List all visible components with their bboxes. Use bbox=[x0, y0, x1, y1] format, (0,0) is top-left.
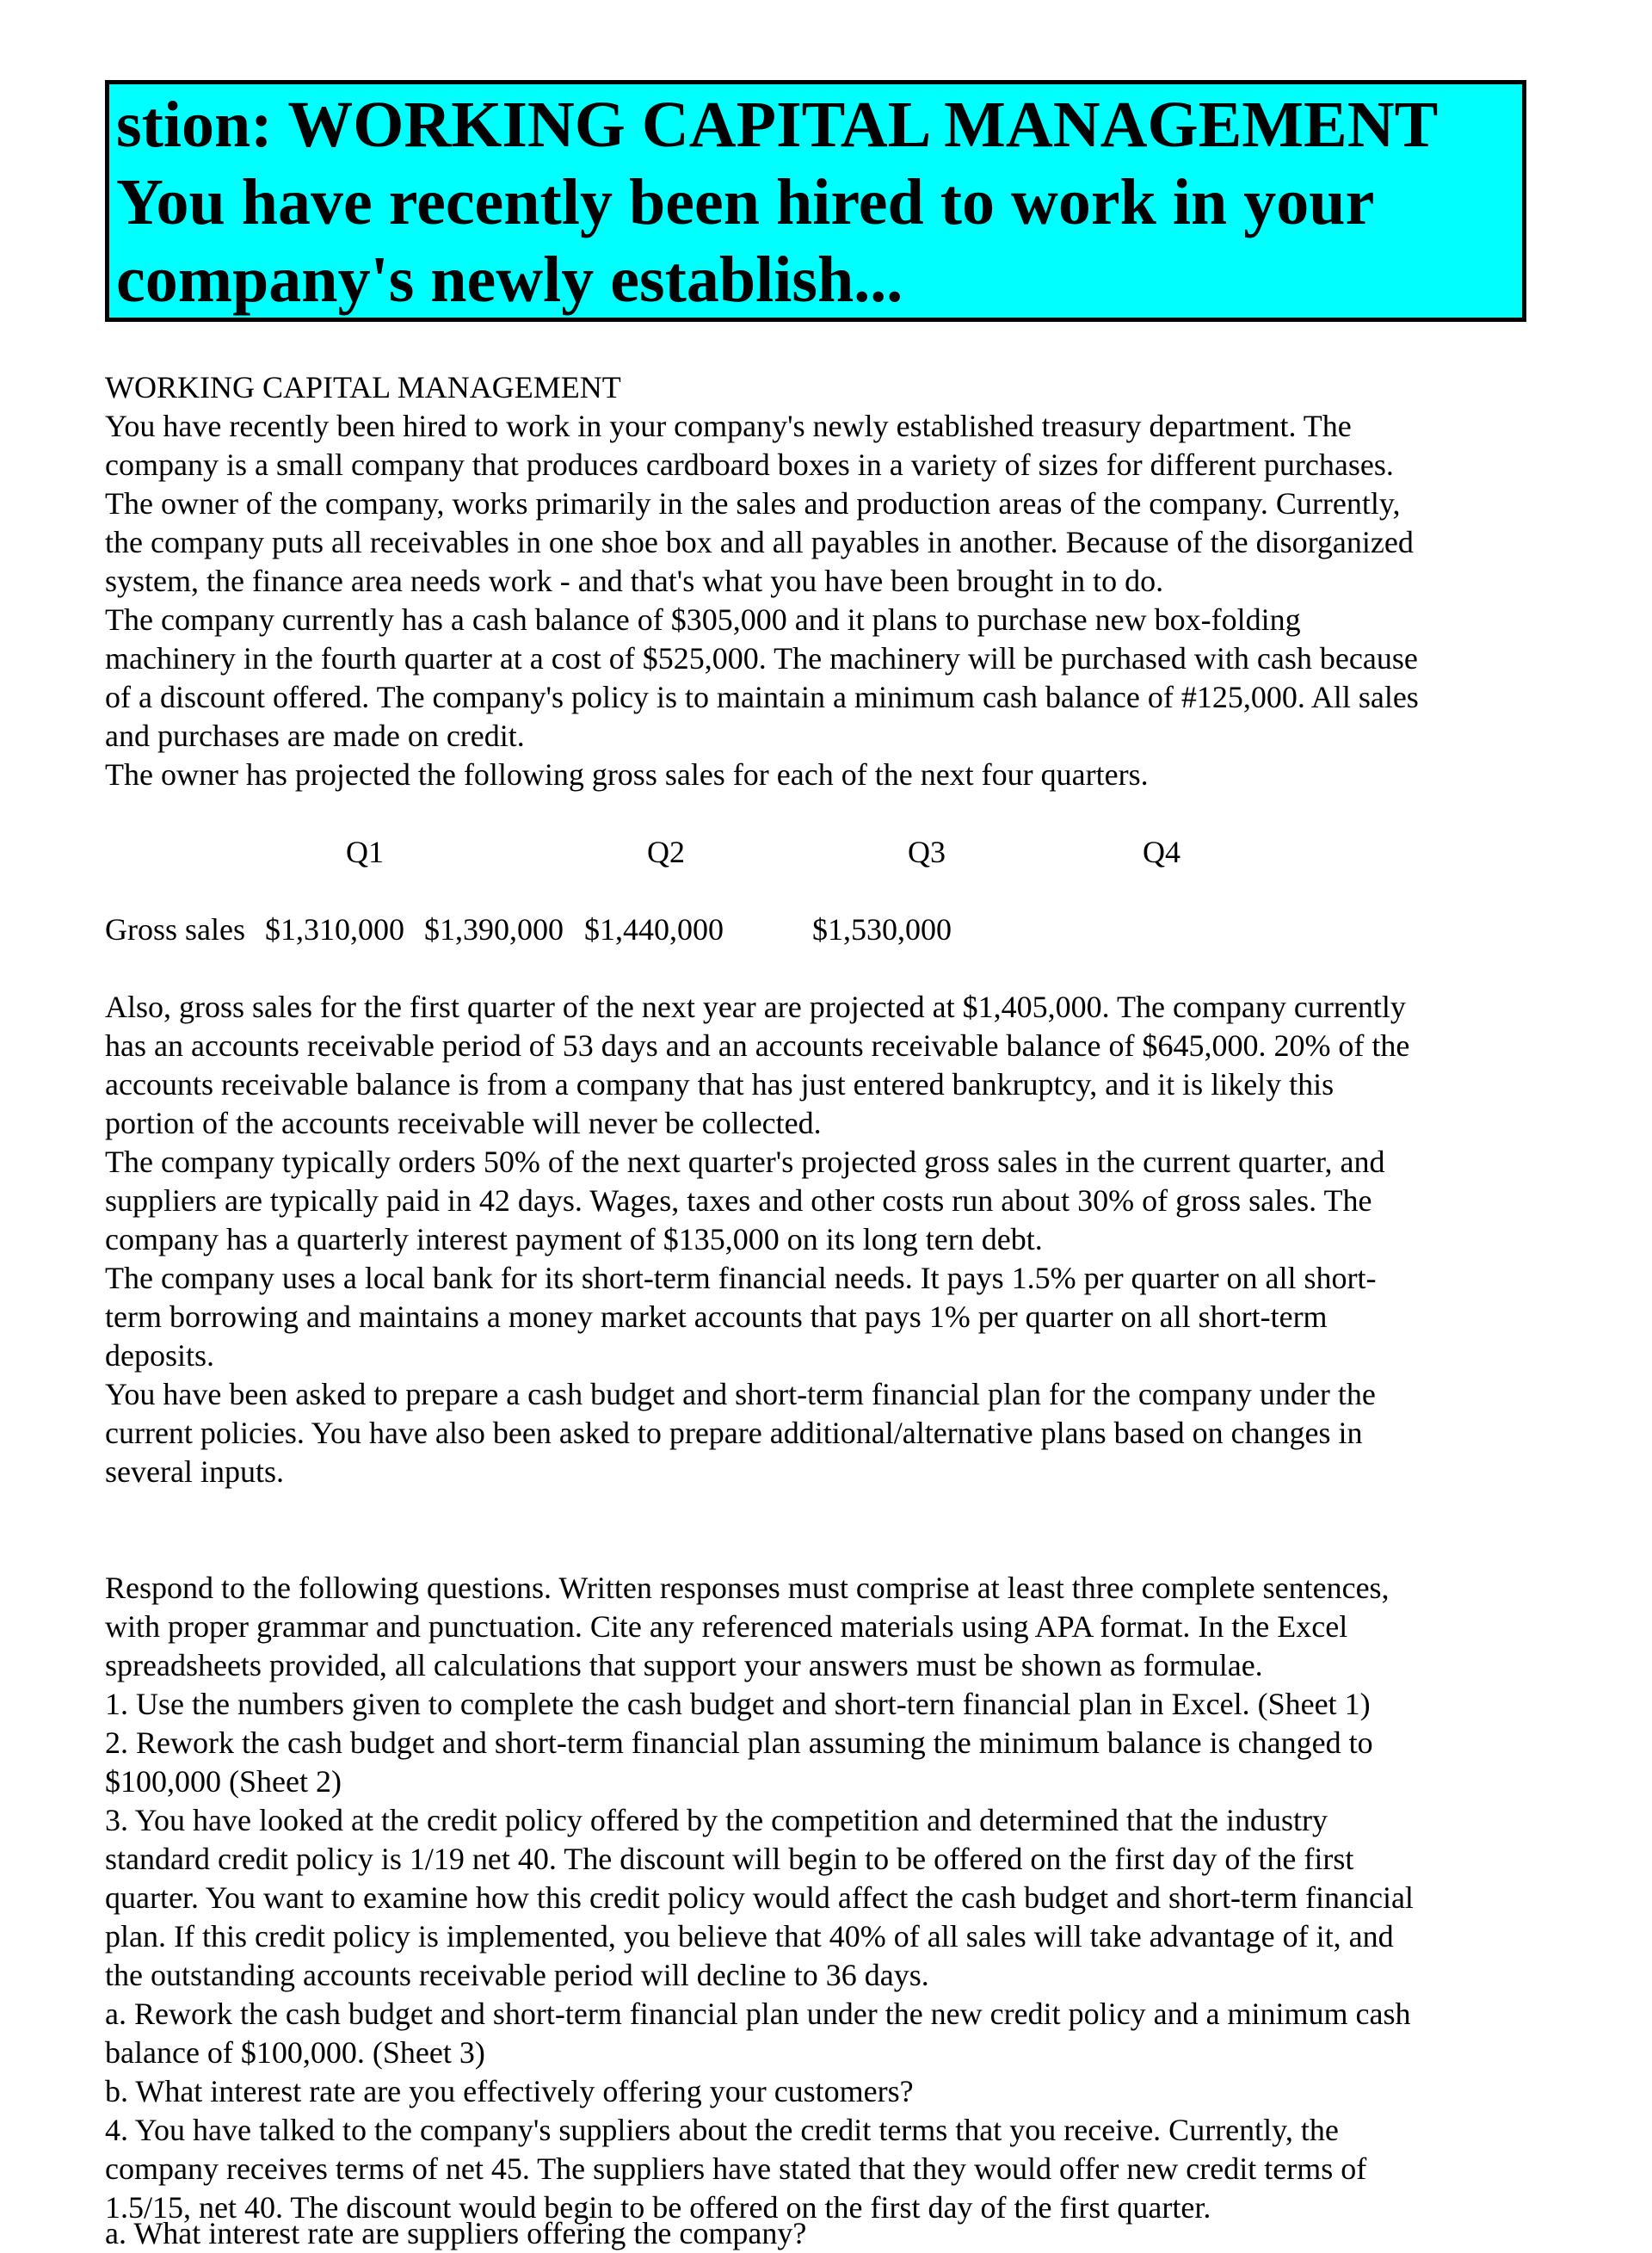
details-line: The company typically orders 50% of the next quarter's projected gross sales in the current quarter, and bbox=[105, 1145, 1385, 1179]
gross-sales-label: Gross sales bbox=[105, 912, 245, 947]
details-line: The company uses a local bank for its short-term financial needs. It pays 1.5% per quarter on all short- bbox=[105, 1261, 1377, 1295]
questions-line: with proper grammar and punctuation. Cite any referenced materials using APA format. In the Excel bbox=[105, 1609, 1348, 1644]
details-line: accounts receivable balance is from a company that has just entered bankruptcy, and it is likely this bbox=[105, 1067, 1335, 1102]
document-body bbox=[105, 368, 1550, 2227]
quarter-label: Q3 bbox=[908, 835, 946, 869]
questions-line: the outstanding accounts receivable period will decline to 36 days. bbox=[105, 1958, 929, 1992]
questions-line: quarter. You want to examine how this credit policy would affect the cash budget and short-term financial bbox=[105, 1880, 1414, 1915]
intro-line: system, the finance area needs work - and that's what you have been brought in to do. bbox=[105, 564, 1164, 598]
section-heading: WORKING CAPITAL MANAGEMENT bbox=[105, 370, 621, 404]
page-title: stion: WORKING CAPITAL MANAGEMENT You have recently been hired to work in your company's newly establish... bbox=[116, 89, 1439, 316]
intro-line: The owner has projected the following gross sales for each of the next four quarters. bbox=[105, 757, 1149, 792]
details-line: deposits. bbox=[105, 1338, 215, 1373]
questions-line: plan. If this credit policy is implemented, you believe that 40% of all sales will take advantage of it, and bbox=[105, 1919, 1394, 1954]
intro-line: and purchases are made on credit. bbox=[105, 719, 525, 753]
details-line: company has a quarterly interest payment of $135,000 on its long tern debt. bbox=[105, 1222, 1043, 1256]
intro-line: machinery in the fourth quarter at a cost of $525,000. The machinery will be purchased with cash because bbox=[105, 641, 1418, 676]
questions-line: 3. You have looked at the credit policy offered by the competition and determined that the industry bbox=[105, 1803, 1328, 1837]
details-line: You have been asked to prepare a cash budget and short-term financial plan for the company under the bbox=[105, 1377, 1376, 1411]
questions-line: 1. Use the numbers given to complete the cash budget and short-tern financial plan in Excel. (Sheet 1) bbox=[105, 1687, 1371, 1721]
details-line: current policies. You have also been asked to prepare additional/alternative plans based on changes in bbox=[105, 1416, 1363, 1450]
intro-line: company is a small company that produces cardboard boxes in a variety of sizes for different purchases. bbox=[105, 448, 1394, 482]
questions-line: b. What interest rate are you effectively offering your customers? bbox=[105, 2074, 914, 2108]
gross-sales-value: $1,530,000 bbox=[812, 912, 952, 947]
details-line: Also, gross sales for the first quarter of the next year are projected at $1,405,000. The company currently bbox=[105, 990, 1406, 1024]
questions-line: standard credit policy is 1/19 net 40. The discount will begin to be offered on the first day of the first bbox=[105, 1842, 1354, 1876]
intro-line: The owner of the company, works primarily in the sales and production areas of the company. Currently, bbox=[105, 486, 1401, 521]
questions-line: Respond to the following questions. Written responses must comprise at least three complete sentences, bbox=[105, 1571, 1390, 1605]
questions-line: company receives terms of net 45. The suppliers have stated that they would offer new credit terms of bbox=[105, 2151, 1367, 2186]
details-line: several inputs. bbox=[105, 1454, 284, 1489]
intro-line: the company puts all receivables in one shoe box and all payables in another. Because of the disorganized bbox=[105, 525, 1414, 559]
quarter-label: Q2 bbox=[647, 835, 685, 869]
questions-line: balance of $100,000. (Sheet 3) bbox=[105, 2035, 485, 2070]
cut-off-line: a. What interest rate are suppliers offering the company? bbox=[105, 2216, 807, 2250]
quarter-header-row bbox=[105, 833, 1550, 872]
questions-line: 4. You have talked to the company's suppliers about the credit terms that you receive. Currently, the bbox=[105, 2113, 1339, 2147]
intro-line: The company currently has a cash balance of $305,000 and it plans to purchase new box-folding bbox=[105, 602, 1301, 637]
questions-line: 2. Rework the cash budget and short-term financial plan assuming the minimum balance is changed to bbox=[105, 1725, 1373, 1760]
gross-sales-value: $1,310,000 bbox=[265, 912, 404, 947]
gross-sales-value: $1,440,000 bbox=[584, 912, 724, 947]
gross-sales-row bbox=[105, 910, 1550, 949]
details-line: has an accounts receivable period of 53 days and an accounts receivable balance of $645,000. 20% of the bbox=[105, 1028, 1410, 1063]
questions-line: $100,000 (Sheet 2) bbox=[105, 1764, 342, 1799]
details-line: suppliers are typically paid in 42 days. Wages, taxes and other costs run about 30% of gross sales. The bbox=[105, 1183, 1372, 1218]
details-line: portion of the accounts receivable will never be collected. bbox=[105, 1106, 822, 1140]
title-banner bbox=[105, 80, 1526, 322]
intro-line: You have recently been hired to work in your company's newly established treasury department. The bbox=[105, 409, 1352, 443]
intro-line: of a discount offered. The company's policy is to maintain a minimum cash balance of #125,000. All sales bbox=[105, 680, 1419, 714]
quarter-label: Q1 bbox=[346, 835, 384, 869]
questions-line: a. Rework the cash budget and short-term financial plan under the new credit policy and a minimum cash bbox=[105, 1997, 1411, 2031]
details-line: term borrowing and maintains a money market accounts that pays 1% per quarter on all short-term bbox=[105, 1299, 1328, 1334]
questions-line: 1.5/15, net 40. The discount would begin to be offered on the first day of the first quarter. bbox=[105, 2190, 1211, 2225]
questions-line: spreadsheets provided, all calculations that support your answers must be shown as formulae. bbox=[105, 1648, 1263, 1682]
gross-sales-value: $1,390,000 bbox=[424, 912, 564, 947]
quarter-label: Q4 bbox=[1143, 835, 1180, 869]
